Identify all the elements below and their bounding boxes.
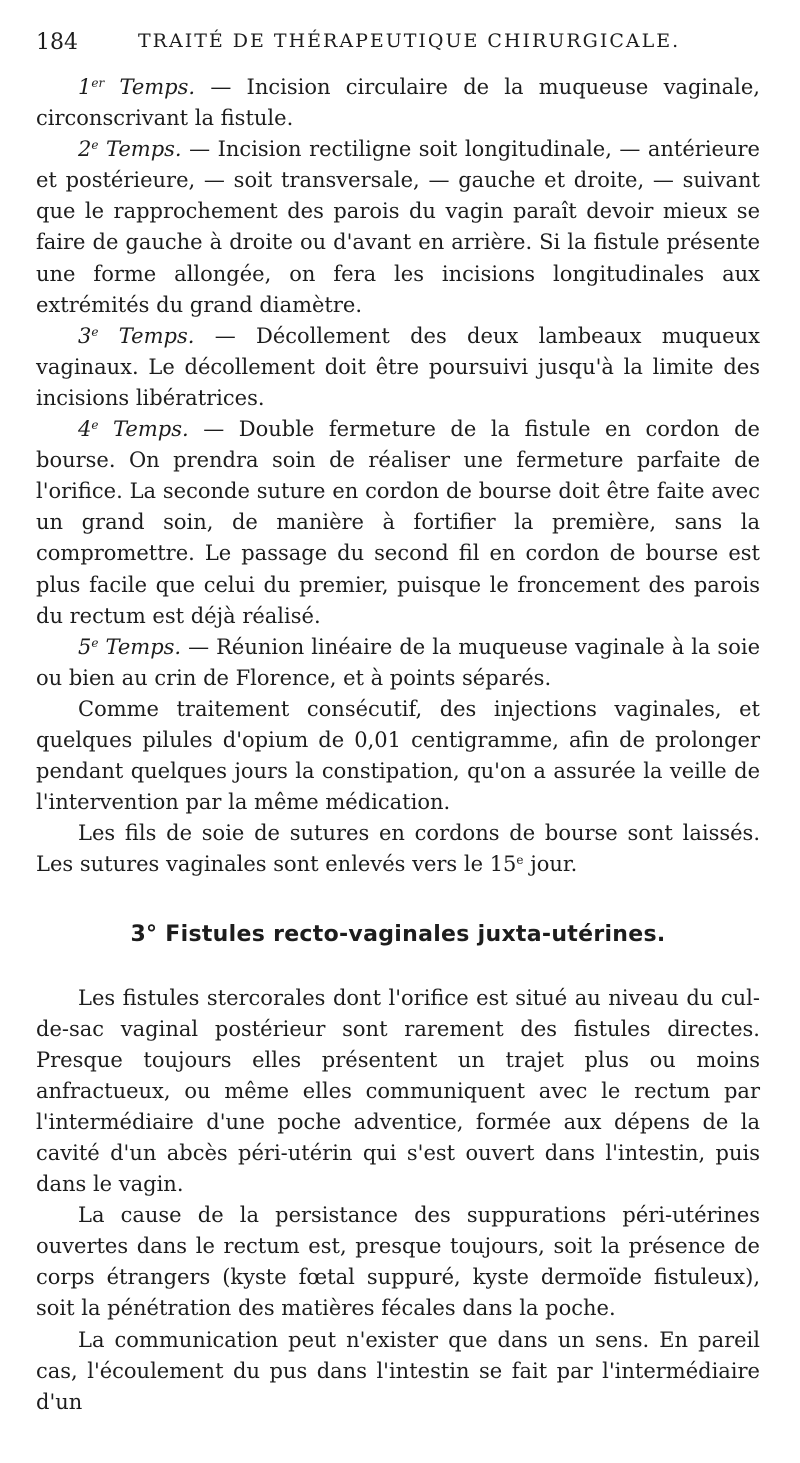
step-text: — Incision circulaire de la muqueuse vaginale, circonscrivant la fistule. xyxy=(36,75,760,131)
step-number: 3e Temps. xyxy=(78,323,195,348)
step-text: — Réunion linéaire de la muqueuse vaginale à la soie ou bien au crin de Florence, et à points séparés. xyxy=(36,634,760,690)
body-paragraph: La communication peut n'exister que dans un sens. En pareil cas, l'écoulement du pus dans l'intestin se fait par l'intermédiaire d'un xyxy=(36,1327,760,1414)
step-paragraph xyxy=(36,134,760,321)
step-number: 4e Temps. xyxy=(78,417,189,442)
body-text xyxy=(36,72,760,1418)
body-paragraph: Les fistules stercorales dont l'orifice est situé au niveau du cul-de-sac vaginal postérieur sont rarement des fistules directes. Presque toujours elles présentent un trajet plus ou moins anfractueux, ou même elles communiquent avec le rectum par l'intermédiaire d'une poche adventice, formée aux dépens de la cavité d'un abcès péri-utérin qui s'est ouvert dans l'intestin, puis dans le vagin. xyxy=(36,985,760,1197)
step-paragraph xyxy=(36,321,760,414)
step-paragraph xyxy=(36,414,760,632)
step-number: 2e Temps. xyxy=(78,137,182,162)
step-text: — Décollement des deux lambeaux muqueux vaginaux. Le décollement doit être poursuivi jusqu'à la limite des incisions libératrices. xyxy=(36,323,760,410)
body-paragraph: Les fils de soie de sutures en cordons de bourse sont laissés. Les sutures vaginales sont enlevés vers le 15e jour. xyxy=(36,821,760,877)
step-paragraph xyxy=(36,72,760,134)
step-text: — Double fermeture de la fistule en cordon de bourse. On prendra soin de réaliser une fermeture parfaite de l'orifice. La seconde suture en cordon de bourse doit être faite avec un grand soin, de manière à fortifier la première, sans la compromettre. Le passage du second fil en cordon de bourse est plus facile que celui du premier, puisque le froncement des parois du rectum est déjà réalisé. xyxy=(36,417,760,628)
body-paragraph: Comme traitement consécutif, des injections vaginales, et quelques pilules d'opium de 0,01 centigramme, afin de prolonger pendant quelques jours la constipation, qu'on a assurée la veille de l'intervention par la même médication. xyxy=(36,696,760,815)
step-number: 1er Temps. xyxy=(78,75,196,99)
body-paragraph: La cause de la persistance des suppurations péri-utérines ouvertes dans le rectum est, presque toujours, soit la présence de corps étrangers (kyste fœtal suppuré, kyste dermoïde fistuleux), soit la pénétration des matières fécales dans la poche. xyxy=(36,1203,760,1321)
section-heading: 3° Fistules recto-vaginales juxta-utérines. xyxy=(130,922,666,948)
page-header xyxy=(36,30,760,66)
step-paragraph xyxy=(36,632,760,694)
step-number: 5e Temps. xyxy=(78,634,182,659)
running-title: TRAITÉ DE THÉRAPEUTIQUE CHIRURGICALE. xyxy=(138,30,681,52)
page-number: 184 xyxy=(36,30,78,55)
step-text: — Incision rectiligne soit longitudinale, — antérieure et postérieure, — soit transversale, — gauche et droite, — suivant que le rapprochement des parois du vagin paraît devoir mieux se faire de gauche à droite ou d'avant en arrière. Si la fistule présente une forme allongée, on fera les incisions longitudinales aux extrémités du grand diamètre. xyxy=(36,137,760,317)
